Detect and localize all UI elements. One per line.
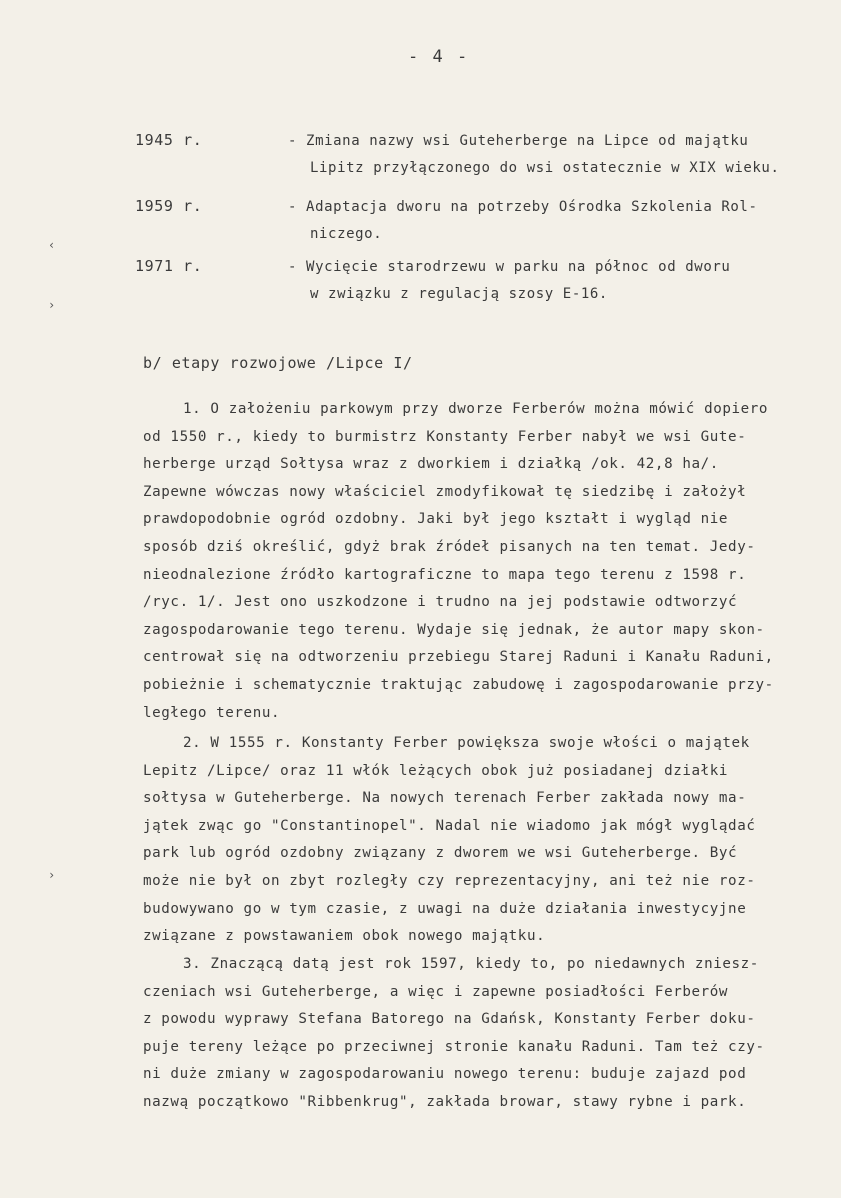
chronology-line: niczego.: [310, 226, 383, 242]
paragraph-line: ległego terenu.: [143, 704, 281, 721]
chronology-line: - Adaptacja dworu na potrzeby Ośrodka Szkolenia Rol-: [288, 199, 758, 215]
paragraph-line: 1. O założeniu parkowym przy dworze Ferberów można mówić dopiero: [183, 401, 769, 417]
margin-mark: ›: [48, 868, 56, 882]
paragraph-line: /ryc. 1/. Jest ono uszkodzone i trudno na jej podstawie odtworzyć: [143, 594, 738, 611]
paragraph-2: [143, 730, 833, 951]
paragraph-line: zagospodarowanie tego terenu. Wydaje się jednak, że autor mapy skon-: [143, 621, 765, 638]
paragraph-3: [143, 951, 833, 1117]
page-number: - 4 -: [408, 47, 470, 67]
paragraph-line: sposób dziś określić, gdyż brak źródeł pisanych na ten temat. Jedy-: [143, 538, 756, 555]
paragraph-line: z powodu wyprawy Stefana Batorego na Gdańsk, Konstanty Ferber doku-: [143, 1011, 756, 1028]
paragraph-line: budowywano go w tym czasie, z uwagi na duże działania inwestycyjne: [143, 900, 747, 917]
paragraph-line: prawdopodobnie ogród ozdobny. Jaki był jego kształt i wygląd nie: [143, 511, 729, 528]
paragraph-line: od 1550 r., kiedy to burmistrz Konstanty Ferber nabył we wsi Gute-: [143, 428, 747, 445]
chronology-year: 1959 r.: [135, 197, 203, 215]
paragraph-line: park lub ogród ozdobny związany z dworem we wsi Guteherberge. Być: [143, 845, 738, 862]
paragraph-line: nieodnalezione źródło kartograficzne to mapa tego terenu z 1598 r.: [143, 566, 747, 583]
chronology-year: 1945 r.: [135, 131, 203, 149]
paragraph-line: puje tereny leżące po przeciwnej stronie kanału Raduni. Tam też czy-: [143, 1038, 765, 1055]
paragraph-line: centrował się na odtworzeniu przebiegu Starej Raduni i Kanału Raduni,: [143, 649, 774, 666]
paragraph-line: 2. W 1555 r. Konstanty Ferber powiększa swoje włości o majątek: [183, 735, 750, 751]
paragraph-line: jątek zwąc go "Constantinopel". Nadal nie wiadomo jak mógł wyglądać: [143, 817, 756, 834]
paragraph-line: czeniach wsi Guteherberge, a więc i zapewne posiadłości Ferberów: [143, 983, 729, 1000]
paragraph-line: 3. Znaczącą datą jest rok 1597, kiedy to, po niedawnych zniesz-: [183, 956, 759, 972]
paragraph-line: pobieżnie i schematycznie traktując zabudowę i zagospodarowanie przy-: [143, 676, 774, 693]
paragraph-line: Zapewne wówczas nowy właściciel zmodyfikował tę siedzibę i założył: [143, 483, 747, 500]
chronology-description: [288, 254, 833, 308]
margin-mark: ‹: [48, 238, 56, 252]
chronology-line: - Wycięcie starodrzewu w parku na północ od dworu: [288, 259, 731, 275]
paragraph-line: sołtysa w Guteherberge. Na nowych terenach Ferber zakłada nowy ma-: [143, 790, 747, 807]
chronology-line: Lipitz przyłączonego do wsi ostatecznie w XIX wieku.: [310, 160, 780, 176]
paragraph-1: [143, 396, 833, 727]
paragraph-line: związane z powstawaniem obok nowego majątku.: [143, 928, 546, 945]
chronology-line: w związku z regulacją szosy E-16.: [310, 286, 608, 302]
paragraph-line: herberge urząd Sołtysa wraz z dworkiem i działką /ok. 42,8 ha/.: [143, 456, 719, 473]
paragraph-line: może nie był on zbyt rozległy czy reprezentacyjny, ani też nie roz-: [143, 872, 756, 889]
chronology-line: - Zmiana nazwy wsi Guteherberge na Lipce od majątku: [288, 133, 749, 149]
chronology-year: 1971 r.: [135, 257, 203, 275]
margin-mark: ›: [48, 298, 56, 312]
section-heading: b/ etapy rozwojowe /Lipce I/: [143, 354, 413, 372]
chronology-description: [288, 194, 833, 248]
chronology-description: [288, 128, 833, 182]
paragraph-line: nazwą początkowo "Ribbenkrug", zakłada browar, stawy rybne i park.: [143, 1093, 747, 1110]
paragraph-line: ni duże zmiany w zagospodarowaniu nowego terenu: buduje zajazd pod: [143, 1066, 747, 1083]
paragraph-line: Lepitz /Lipce/ oraz 11 włók leżących obok już posiadanej działki: [143, 762, 729, 779]
